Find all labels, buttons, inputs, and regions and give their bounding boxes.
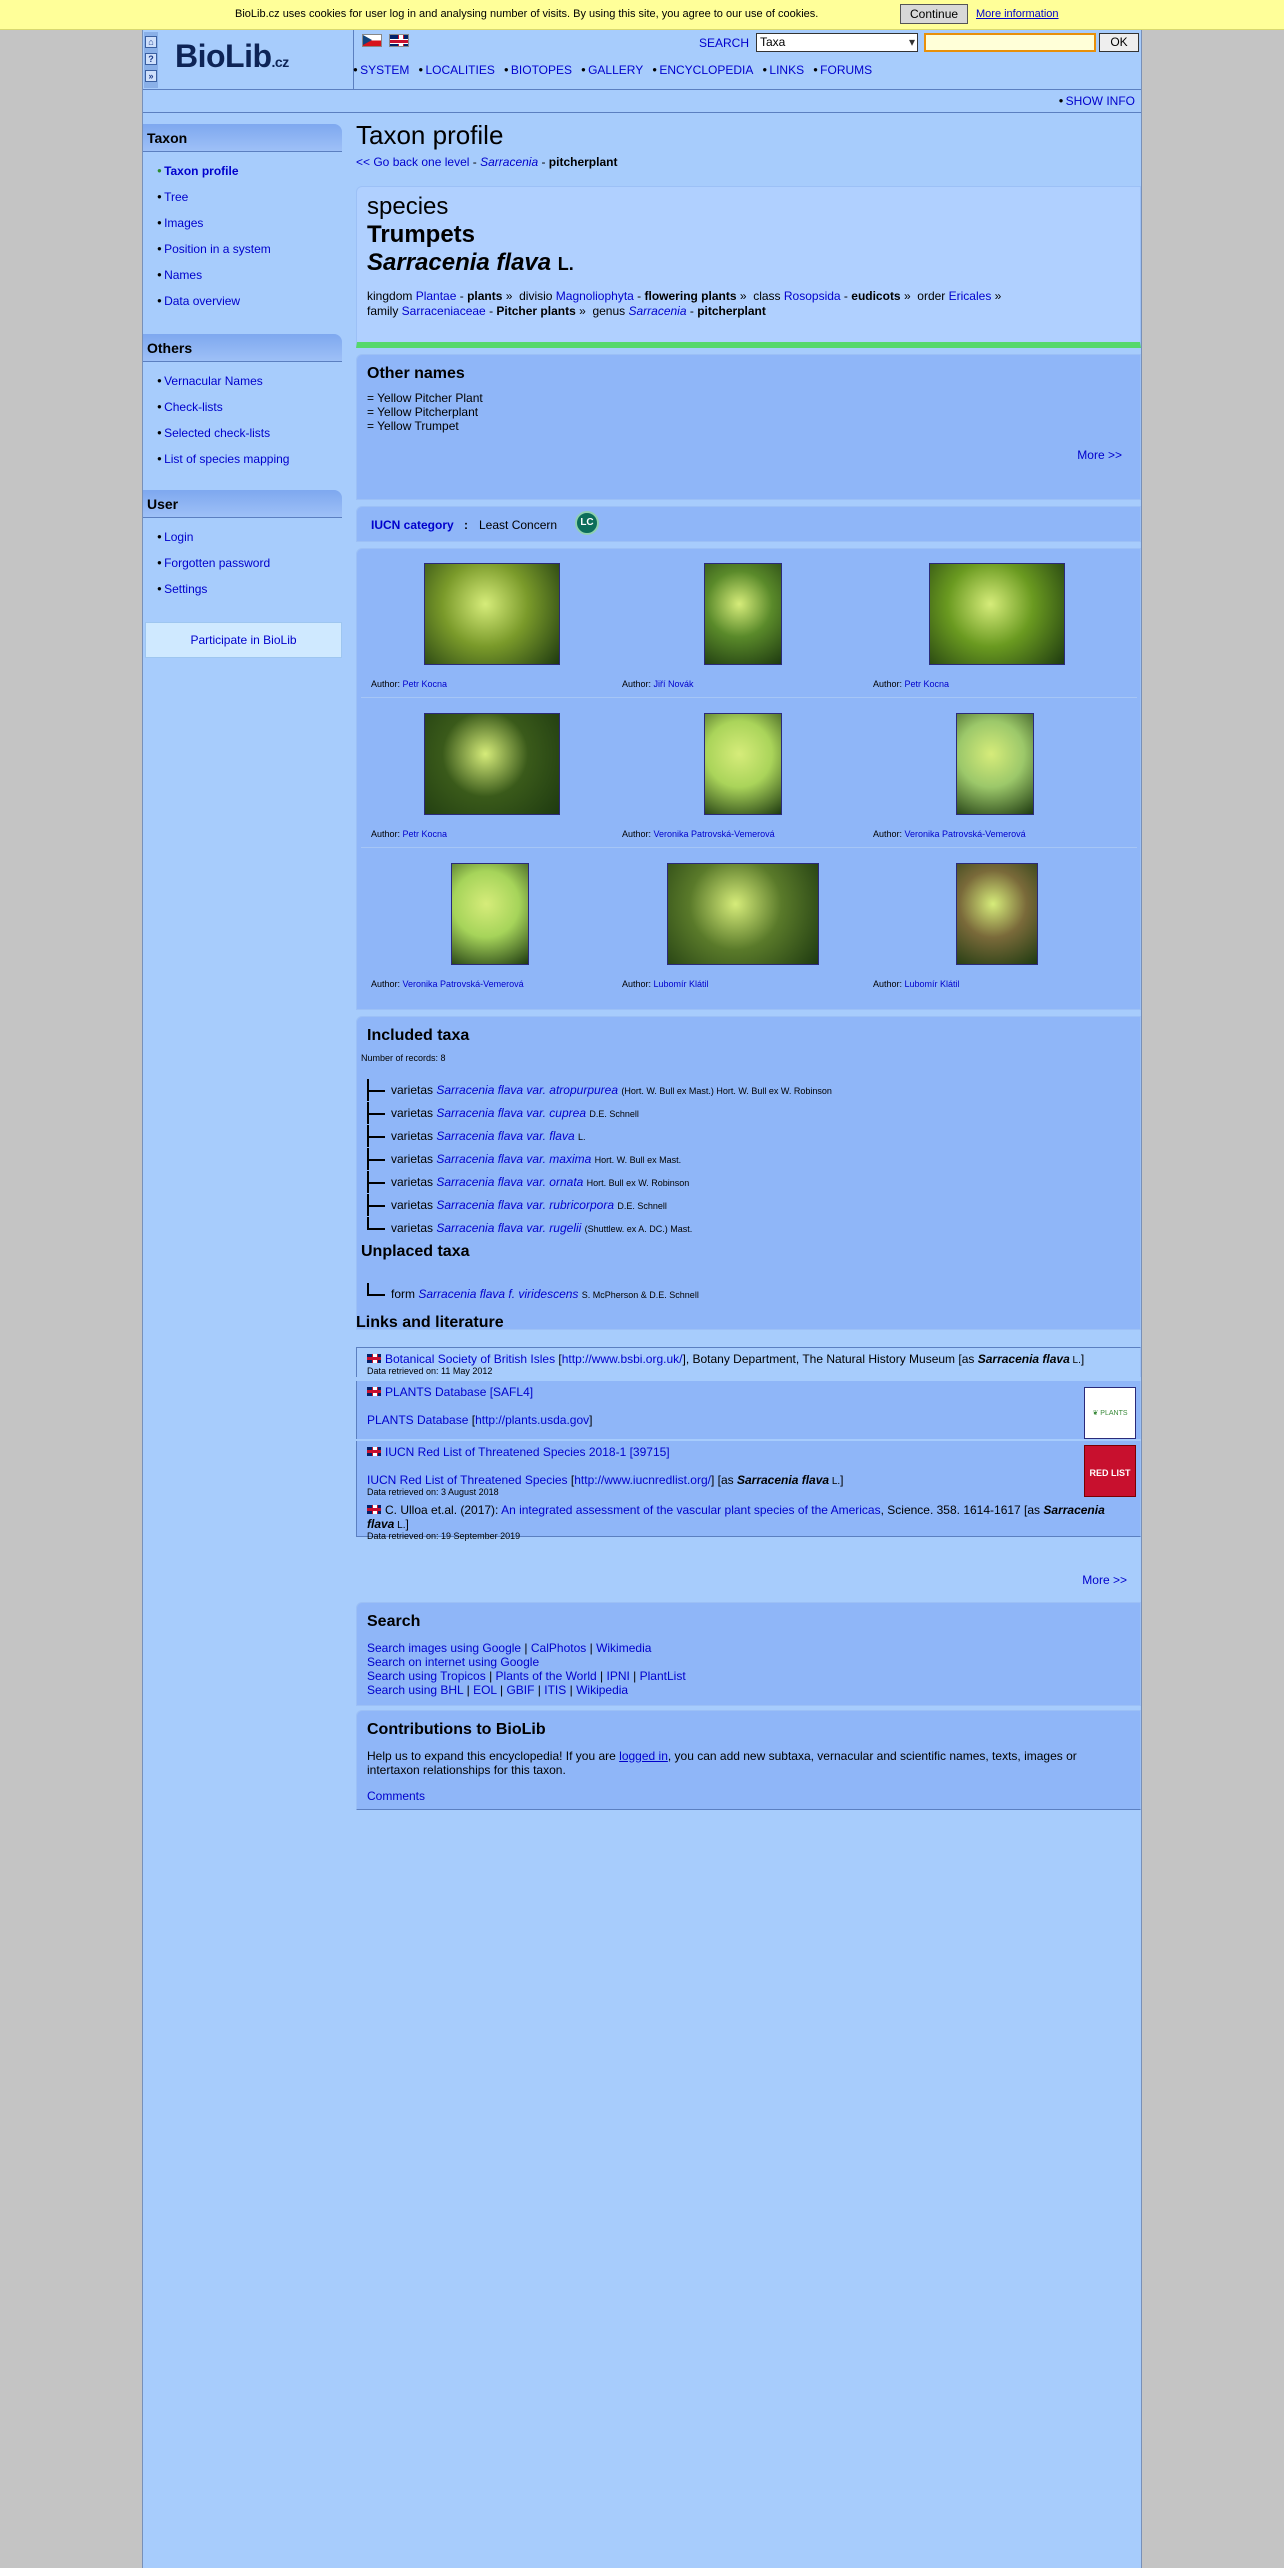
taxon-name-link[interactable]	[418, 1287, 578, 1301]
author-link[interactable]: Veronika Patrovská-Vemerová	[653, 829, 775, 839]
taxon-name-link[interactable]	[436, 1129, 574, 1143]
taxon-rank-label: varietas	[391, 1198, 437, 1212]
uk-flag-icon	[367, 1447, 381, 1456]
plants-sub-link[interactable]: PLANTS Database	[367, 1413, 469, 1427]
search-type-select[interactable]: Taxa ▾	[756, 33, 918, 52]
gallery-author	[622, 979, 709, 989]
sidebar-item-taxon-profile[interactable]: ● Taxon profile	[157, 158, 342, 184]
other-names-panel	[356, 354, 1141, 500]
bsbi-taxon: Sarracenia flava	[977, 1352, 1070, 1366]
taxon-name: Sarracenia flava var. rubricorpora	[436, 1198, 614, 1212]
nav-biotopes[interactable]: ● BIOTOPES	[504, 63, 572, 77]
iucn-rest: ] [as	[710, 1473, 737, 1487]
lineage-link[interactable]: Sarraceniaceae	[401, 304, 486, 318]
lineage-link[interactable]: Magnoliophyta	[555, 289, 634, 303]
sidebar-item-login[interactable]: ● Login	[157, 524, 342, 550]
literature-item-iucn	[356, 1441, 1141, 1541]
sidebar-item-data-overview[interactable]: ● Data overview	[157, 288, 342, 314]
iucn-open: [	[567, 1473, 575, 1487]
iucn-label: IUCN category	[371, 518, 454, 532]
gallery-row-divider	[361, 847, 1137, 848]
iucn-taxon: Sarracenia flava	[736, 1473, 830, 1487]
author-link[interactable]: Petr Kocna	[402, 829, 448, 839]
gallery-thumbnail[interactable]	[956, 713, 1034, 815]
taxon-authority: S. McPherson & D.E. Schnell	[581, 1290, 699, 1300]
iucn-close: ]	[840, 1473, 844, 1487]
taxon-name: Sarracenia flava var. flava	[436, 1129, 575, 1143]
sidebar-item-check-lists[interactable]: ● Check-lists	[157, 394, 342, 420]
gallery-author	[622, 829, 775, 839]
taxon-tree-item	[367, 1079, 832, 1101]
czech-flag-icon[interactable]	[362, 34, 382, 47]
lineage-text: -	[633, 289, 645, 303]
nav-encyclopedia[interactable]: ● ENCYCLOPEDIA	[652, 63, 753, 77]
search-sep: |	[596, 1669, 607, 1683]
uk-flag-icon	[367, 1354, 381, 1363]
breadcrumb-common-name: pitcherplant	[548, 155, 618, 169]
iucn-url-link[interactable]: http://www.iucnredlist.org/	[574, 1473, 711, 1487]
iucn-date: Data retrieved on: 3 August 2018	[367, 1487, 499, 1497]
tree-branch-icon	[367, 1194, 385, 1216]
lineage-link[interactable]: Plantae	[415, 289, 457, 303]
nav-gallery[interactable]: ● GALLERY	[581, 63, 643, 77]
author-label: Author:	[622, 829, 654, 839]
iucn-redlist-link[interactable]: IUCN Red List of Threatened Species 2018-1 [39715]	[385, 1445, 670, 1459]
contrib-text-2: , you can add new subtaxa, vernacular and scientific names, texts, images or intertaxon relationships for this taxon.	[367, 1749, 1077, 1777]
gallery-thumbnail[interactable]	[424, 563, 560, 665]
plants-database-link[interactable]: PLANTS Database [SAFL4]	[385, 1385, 534, 1399]
taxon-rank: species	[367, 193, 449, 220]
gallery-thumbnail[interactable]	[704, 563, 782, 665]
lineage-text: » order	[900, 289, 949, 303]
bsbi-line	[357, 1348, 1140, 1366]
taxon-name: Sarracenia flava f. viridescens	[418, 1287, 579, 1301]
contributions-title: Contributions to BioLib	[367, 1721, 546, 1738]
other-name: = Yellow Pitcher Plant	[367, 391, 483, 405]
ulloa-rest: , Science. 358. 1614-1617 [as	[880, 1503, 1044, 1517]
main-header	[356, 120, 1141, 169]
classification-names	[357, 187, 1140, 277]
search-sep: |	[485, 1669, 496, 1683]
breadcrumb	[356, 155, 1141, 169]
taxon-author: L.	[557, 254, 574, 274]
iucn-line	[357, 1441, 1140, 1459]
tree-branch-icon	[367, 1283, 385, 1305]
sidebar-item-forgotten-password[interactable]: ● Forgotten password	[157, 550, 342, 576]
help-icon[interactable]: ?	[145, 53, 157, 65]
lineage-line-1	[367, 289, 1130, 304]
gallery-author	[371, 979, 524, 989]
uk-flag-icon[interactable]	[389, 34, 409, 47]
taxon-name-link[interactable]	[436, 1175, 583, 1189]
iucn-lc-badge-icon: LC	[575, 511, 599, 535]
classification-panel	[356, 186, 1141, 348]
go-back-link[interactable]: << Go back one level	[356, 155, 470, 169]
taxon-rank-label: varietas	[391, 1152, 437, 1166]
sidebar-taxon-box	[143, 124, 342, 356]
author-link[interactable]: Petr Kocna	[904, 679, 950, 689]
sidebar-item-settings[interactable]: ● Settings	[157, 576, 342, 602]
lineage-text: -	[485, 304, 497, 318]
other-names-title: Other names	[367, 365, 465, 382]
search-sep: |	[521, 1641, 531, 1655]
plants-logo-text: PLANTS	[1100, 1410, 1128, 1417]
taxon-name-link[interactable]	[436, 1152, 591, 1166]
taxon-authority: Hort. W. Bull ex Mast.	[594, 1155, 682, 1165]
other-name: = Yellow Trumpet	[367, 419, 459, 433]
search-link[interactable]: CalPhotos	[530, 1641, 587, 1655]
other-names-list	[357, 383, 1140, 433]
search-sep: |	[496, 1683, 507, 1697]
cookie-bar	[0, 0, 1284, 30]
sidebar-user-list	[143, 518, 342, 606]
logo-text: BioLib	[175, 38, 272, 74]
search-link[interactable]: Wikimedia	[596, 1641, 652, 1655]
show-info-link[interactable]: ● SHOW INFO	[1059, 94, 1135, 108]
lineage-text: -	[840, 289, 852, 303]
search-link[interactable]: Plants of the World	[495, 1669, 597, 1683]
sidebar-user-box	[143, 490, 342, 614]
sidebar-item-tree[interactable]: ● Tree	[157, 184, 342, 210]
lineage-line-2	[367, 304, 1130, 319]
taxon-authority: D.E. Schnell	[617, 1201, 667, 1211]
ulloa-close: ]	[405, 1517, 409, 1531]
taxon-rank-label: varietas	[391, 1175, 437, 1189]
search-link[interactable]: IPNI	[606, 1669, 630, 1683]
gallery-author	[622, 679, 694, 689]
bsbi-close: ]	[1080, 1352, 1085, 1366]
nav-links[interactable]: ● LINKS	[762, 63, 804, 77]
search-label: SEARCH	[699, 36, 750, 50]
subheader-divider	[143, 112, 1141, 113]
breadcrumb-genus: Sarracenia	[480, 155, 539, 169]
lineage-text: » divisio	[502, 289, 556, 303]
search-row	[367, 1683, 1130, 1697]
search-sep: |	[586, 1641, 597, 1655]
page-container	[142, 30, 1142, 2568]
gallery-thumbnail[interactable]	[451, 863, 529, 965]
image-gallery-panel	[356, 548, 1141, 1010]
links-more-link[interactable]: More >>	[1082, 1573, 1127, 1587]
breadcrumb-genus-link[interactable]	[480, 155, 538, 169]
lineage-text: » genus	[575, 304, 629, 318]
taxon-name-link[interactable]	[436, 1083, 618, 1097]
sidebar-item-position-in-a-system[interactable]: ● Position in a system	[157, 236, 342, 262]
taxon-scientific-name	[367, 249, 1130, 277]
author-label: Author:	[371, 829, 403, 839]
gallery-author	[873, 679, 949, 689]
gallery-row-divider	[361, 697, 1137, 698]
iucn-auth: L.	[829, 1476, 841, 1487]
lineage-common: eudicots	[851, 289, 901, 303]
header	[143, 30, 1141, 90]
cookie-more-info-link[interactable]: More information	[976, 8, 1059, 20]
search-link[interactable]: Search using BHL	[367, 1683, 464, 1697]
tree-branch-icon	[367, 1102, 385, 1124]
gallery-thumbnail[interactable]	[704, 713, 782, 815]
gallery-author	[371, 679, 447, 689]
bsbi-url-link[interactable]: http://www.bsbi.org.uk/	[561, 1352, 683, 1366]
search-sep: |	[463, 1683, 474, 1697]
taxon-authority: Hort. Bull ex W. Robinson	[586, 1178, 690, 1188]
taxon-rank-label: form	[391, 1287, 419, 1301]
bsbi-open: [	[555, 1352, 562, 1366]
author-label: Author:	[873, 679, 905, 689]
iucn-sub-line	[357, 1459, 1140, 1487]
author-link[interactable]: Lubomír Klátil	[653, 979, 709, 989]
bsbi-date: Data retrieved on: 11 May 2012	[367, 1366, 493, 1376]
ulloa-auth: L.	[394, 1520, 406, 1531]
search-link[interactable]: ITIS	[544, 1683, 567, 1697]
author-link[interactable]: Veronika Patrovská-Vemerová	[904, 829, 1026, 839]
sidebar-others-title: Others	[143, 334, 342, 362]
page-title: Taxon profile	[356, 120, 504, 150]
search-sep: |	[629, 1669, 640, 1683]
lineage-link[interactable]: Ericales	[948, 289, 992, 303]
taxon-tree-item	[367, 1283, 699, 1305]
lineage-common: plants	[467, 289, 503, 303]
search-row	[367, 1655, 1130, 1669]
sidebar-taxon-title: Taxon	[143, 124, 342, 152]
search-link[interactable]: Search images using Google	[367, 1641, 522, 1655]
uk-flag-icon	[367, 1505, 381, 1514]
taxon-authority: D.E. Schnell	[589, 1109, 639, 1119]
search-links	[357, 1631, 1140, 1697]
sidebar-others-list	[143, 362, 342, 476]
sidebar-item-list-of-species-mapping[interactable]: ● List of species mapping	[157, 446, 342, 472]
taxon-name: Sarracenia flava var. atropurpurea	[436, 1083, 619, 1097]
literature-item-bsbi	[356, 1347, 1141, 1377]
bsbi-auth: L.	[1069, 1355, 1081, 1366]
taxon-tree-item	[367, 1125, 586, 1147]
ulloa-date: Data retrieved on: 19 September 2019	[367, 1531, 521, 1541]
gallery-thumbnail[interactable]	[667, 863, 819, 965]
tree-branch-icon	[367, 1125, 385, 1147]
tree-branch-icon	[367, 1171, 385, 1193]
taxon-name: Sarracenia flava var. cuprea	[436, 1106, 586, 1120]
sidebar-item-names[interactable]: ● Names	[157, 262, 342, 288]
iucn-redlist-logo-icon[interactable]	[1084, 1445, 1136, 1497]
included-records-count: Number of records: 8	[361, 1053, 446, 1063]
taxon-common-name: Trumpets	[367, 221, 476, 248]
taxon-rank-label: varietas	[391, 1083, 437, 1097]
search-link[interactable]: Search using Tropicos	[367, 1669, 486, 1683]
iucn-category-link[interactable]	[371, 518, 454, 532]
author-label: Author:	[371, 979, 403, 989]
gallery-author	[873, 829, 1026, 839]
unplaced-taxa-title: Unplaced taxa	[361, 1243, 470, 1260]
taxon-tree-item	[367, 1148, 681, 1170]
taxon-rank-label: varietas	[391, 1106, 437, 1120]
sidebar-others-box	[143, 334, 342, 484]
lineage-text: »	[991, 289, 1002, 303]
gallery-thumbnail[interactable]	[929, 563, 1065, 665]
lineage-text: -	[686, 304, 698, 318]
lineage-link[interactable]: Rosopsida	[783, 289, 841, 303]
other-name: = Yellow Pitcherplant	[367, 405, 479, 419]
contributions-text	[357, 1739, 1140, 1777]
plants-url-link[interactable]: http://plants.usda.gov	[475, 1413, 590, 1427]
sidebar-item-images[interactable]: ● Images	[157, 210, 342, 236]
included-taxa-panel	[356, 1016, 1141, 1330]
author-link[interactable]: Petr Kocna	[402, 679, 448, 689]
search-link[interactable]: EOL	[473, 1683, 497, 1697]
taxon-name: Sarracenia flava var. ornata	[436, 1175, 584, 1189]
search-link[interactable]: Wikipedia	[576, 1683, 629, 1697]
breadcrumb-sep: -	[538, 155, 549, 169]
links-literature-title: Links and literature	[356, 1314, 504, 1331]
taxon-authority: (Hort. W. Bull ex Mast.) Hort. W. Bull ex W. Robinson	[621, 1086, 832, 1096]
lineage-text: family	[367, 304, 402, 318]
breadcrumb-sep: -	[469, 155, 481, 169]
taxon-name-link[interactable]	[436, 1106, 586, 1120]
uk-flag-icon	[367, 1387, 381, 1396]
iucn-panel	[356, 506, 1141, 542]
taxon-rank-label: varietas	[391, 1129, 437, 1143]
search-panel	[356, 1602, 1141, 1706]
scientific-name-text: Sarracenia flava	[367, 249, 552, 276]
search-sep: |	[534, 1683, 545, 1697]
iucn-sub-link[interactable]: IUCN Red List of Threatened Species	[367, 1473, 568, 1487]
taxon-tree-item	[367, 1102, 639, 1124]
ulloa-taxon: Sarracenia flava	[367, 1503, 1105, 1531]
lineage-link[interactable]: Sarracenia	[628, 304, 687, 318]
taxon-rank-label: varietas	[391, 1221, 437, 1235]
iucn-value: Least Concern	[479, 518, 558, 532]
tree-branch-icon	[367, 1148, 385, 1170]
search-link[interactable]: GBIF	[506, 1683, 535, 1697]
taxon-name: Sarracenia flava var. maxima	[436, 1152, 592, 1166]
participate-link[interactable]: Participate in BioLib	[145, 622, 342, 658]
plants-sub-line	[357, 1399, 1140, 1427]
logo-suffix: .cz	[271, 54, 289, 70]
search-input[interactable]	[924, 33, 1096, 52]
biolib-logo[interactable]	[175, 38, 289, 75]
taxon-authority: L.	[578, 1132, 586, 1142]
search-ok-button[interactable]: OK	[1099, 33, 1139, 52]
sidebar-user-title: User	[143, 490, 342, 518]
literature-item-plants	[356, 1381, 1141, 1439]
search-row	[367, 1669, 1130, 1683]
author-label: Author:	[622, 679, 654, 689]
search-row	[367, 1641, 1130, 1655]
plants-logo-icon[interactable]: ❦ PLANTS	[1084, 1387, 1136, 1439]
logged-in-link[interactable]: logged in	[619, 1749, 668, 1763]
sidebar-taxon-list	[143, 152, 342, 318]
lineage-text: kingdom	[367, 289, 416, 303]
ulloa-line	[357, 1497, 1140, 1531]
tree-branch-icon	[367, 1079, 385, 1101]
header-divider	[353, 30, 354, 90]
plants-open: [	[468, 1413, 476, 1427]
tree-branch-icon	[367, 1217, 385, 1239]
lineage-text: » class	[736, 289, 784, 303]
ulloa-title-link[interactable]: An integrated assessment of the vascular plant species of the Americas	[501, 1503, 881, 1517]
search-sep: |	[566, 1683, 577, 1697]
taxon-tree-item	[367, 1171, 689, 1193]
cookie-continue-button[interactable]: Continue	[900, 4, 968, 24]
taxon-authority: (Shuttlew. ex A. DC.) Mast.	[584, 1224, 693, 1234]
taxon-tree-item	[367, 1194, 667, 1216]
search-panel-title: Search	[367, 1613, 421, 1630]
author-link[interactable]: Lubomír Klátil	[904, 979, 960, 989]
contributions-panel	[356, 1710, 1141, 1810]
comments-link[interactable]: Comments	[367, 1789, 426, 1803]
search-link[interactable]: Search on internet using Google	[367, 1655, 540, 1669]
other-names-more-link[interactable]: More >>	[1077, 448, 1122, 462]
author-label: Author:	[371, 679, 403, 689]
author-label: Author:	[873, 829, 905, 839]
bsbi-rest: ], Botany Department, The Natural History Museum [as	[682, 1352, 978, 1366]
lineage-common: Pitcher plants	[496, 304, 576, 318]
plants-line	[357, 1381, 1140, 1399]
lineage-common: pitcherplant	[697, 304, 766, 318]
nav-localities[interactable]: ● LOCALITIES	[418, 63, 494, 77]
gallery-thumbnail[interactable]	[424, 713, 560, 815]
taxon-name-link[interactable]	[436, 1198, 614, 1212]
taxon-name: Sarracenia flava var. rugelii	[436, 1221, 582, 1235]
author-link[interactable]: Veronika Patrovská-Vemerová	[402, 979, 524, 989]
home-icon[interactable]: ⌂	[145, 36, 157, 48]
redlist-logo-text: RED LIST	[1089, 1468, 1131, 1478]
cookie-text: BioLib.cz uses cookies for user log in and analysing number of visits. By using this site, you agree to our use of cookies.	[235, 8, 819, 20]
contrib-text-1: Help us to expand this encyclopedia! If you are	[367, 1749, 620, 1763]
arrow-icon[interactable]: »	[145, 70, 157, 82]
gallery-author	[371, 829, 447, 839]
sidebar-item-selected-check-lists[interactable]: ● Selected check-lists	[157, 420, 342, 446]
ulloa-pre: C. Ulloa et.al. (2017):	[385, 1503, 502, 1517]
classification-lineage	[357, 277, 1140, 319]
lineage-common: flowering plants	[644, 289, 737, 303]
gallery-thumbnail[interactable]	[956, 863, 1038, 965]
nav-forums[interactable]: ● FORUMS	[813, 63, 872, 77]
iucn-colon: :	[464, 518, 468, 532]
bsbi-link[interactable]: Botanical Society of British Isles	[385, 1352, 556, 1366]
search-link[interactable]: PlantList	[639, 1669, 686, 1683]
sidebar-item-vernacular-names[interactable]: ● Vernacular Names	[157, 368, 342, 394]
author-link[interactable]: Jiří Novák	[653, 679, 694, 689]
taxon-name-link[interactable]	[436, 1221, 581, 1235]
gallery-author	[873, 979, 960, 989]
plants-close: ]	[589, 1413, 593, 1427]
included-taxa-title: Included taxa	[367, 1027, 470, 1044]
author-label: Author:	[622, 979, 654, 989]
logo-icon-strip	[144, 32, 158, 88]
top-navigation	[353, 63, 881, 77]
lineage-text: -	[456, 289, 468, 303]
nav-system[interactable]: ● SYSTEM	[353, 63, 409, 77]
taxon-tree-item	[367, 1217, 692, 1239]
author-label: Author:	[873, 979, 905, 989]
